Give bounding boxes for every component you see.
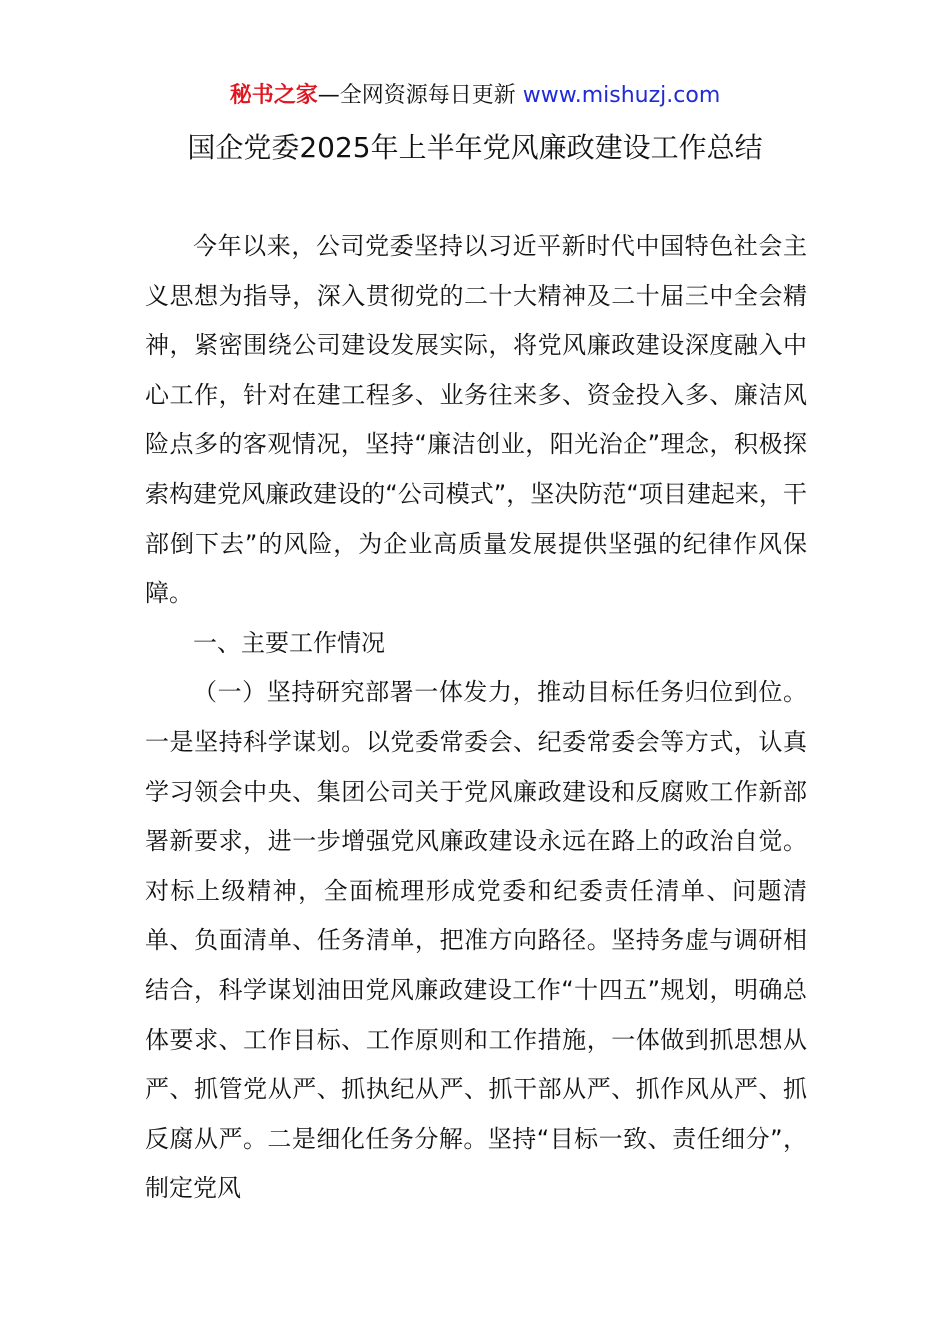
site-brand: 秘书之家 <box>229 83 318 108</box>
document-body <box>145 222 807 1214</box>
section-heading-main-work: 一、主要工作情况 <box>193 628 385 657</box>
intro-paragraph: 今年以来，公司党委坚持以习近平新时代中国特色社会主义思想为指导，深入贯彻党的二十大精神及二十届三中全会精神，紧密围绕公司建设发展实际，将党风廉政建设深度融入中心工作，针对在建工程多、业务往来多、资金投入多、廉洁风险点多的客观情况，坚持“廉洁创业，阳光治企”理念，积极探索构建党风廉政建设的“公司模式”，坚决防范“项目建起来，干部倒下去”的风险，为企业高质量发展提供坚强的纪律作风保障。 <box>145 232 807 608</box>
site-header <box>0 80 950 112</box>
section-paragraph-1: （一）坚持研究部署一体发力，推动目标任务归位到位。一是坚持科学谋划。以党委常委会、纪委常委会等方式，认真学习领会中央、集团公司关于党风廉政建设和反腐败工作新部署新要求，进一步增强党风廉政建设永远在路上的政治自觉。对标上级精神，全面梳理形成党委和纪委责任清单、问题清单、负面清单、任务清单，把准方向路径。坚持务虚与调研相结合，科学谋划油田党风廉政建设工作“十四五”规划，明确总体要求、工作目标、工作原则和工作措施，一体做到抓思想从严、抓管党从严、抓执纪从严、抓干部从严、抓作风从严、抓反腐从严。二是细化任务分解。坚持“目标一致、责任细分”，制定党风 <box>145 678 807 1203</box>
document-title: 国企党委2025年上半年党风廉政建设工作总结 <box>187 131 763 164</box>
site-url-link[interactable]: www.mishuzj.com <box>522 83 721 108</box>
site-slogan: —全网资源每日更新 <box>317 83 516 108</box>
